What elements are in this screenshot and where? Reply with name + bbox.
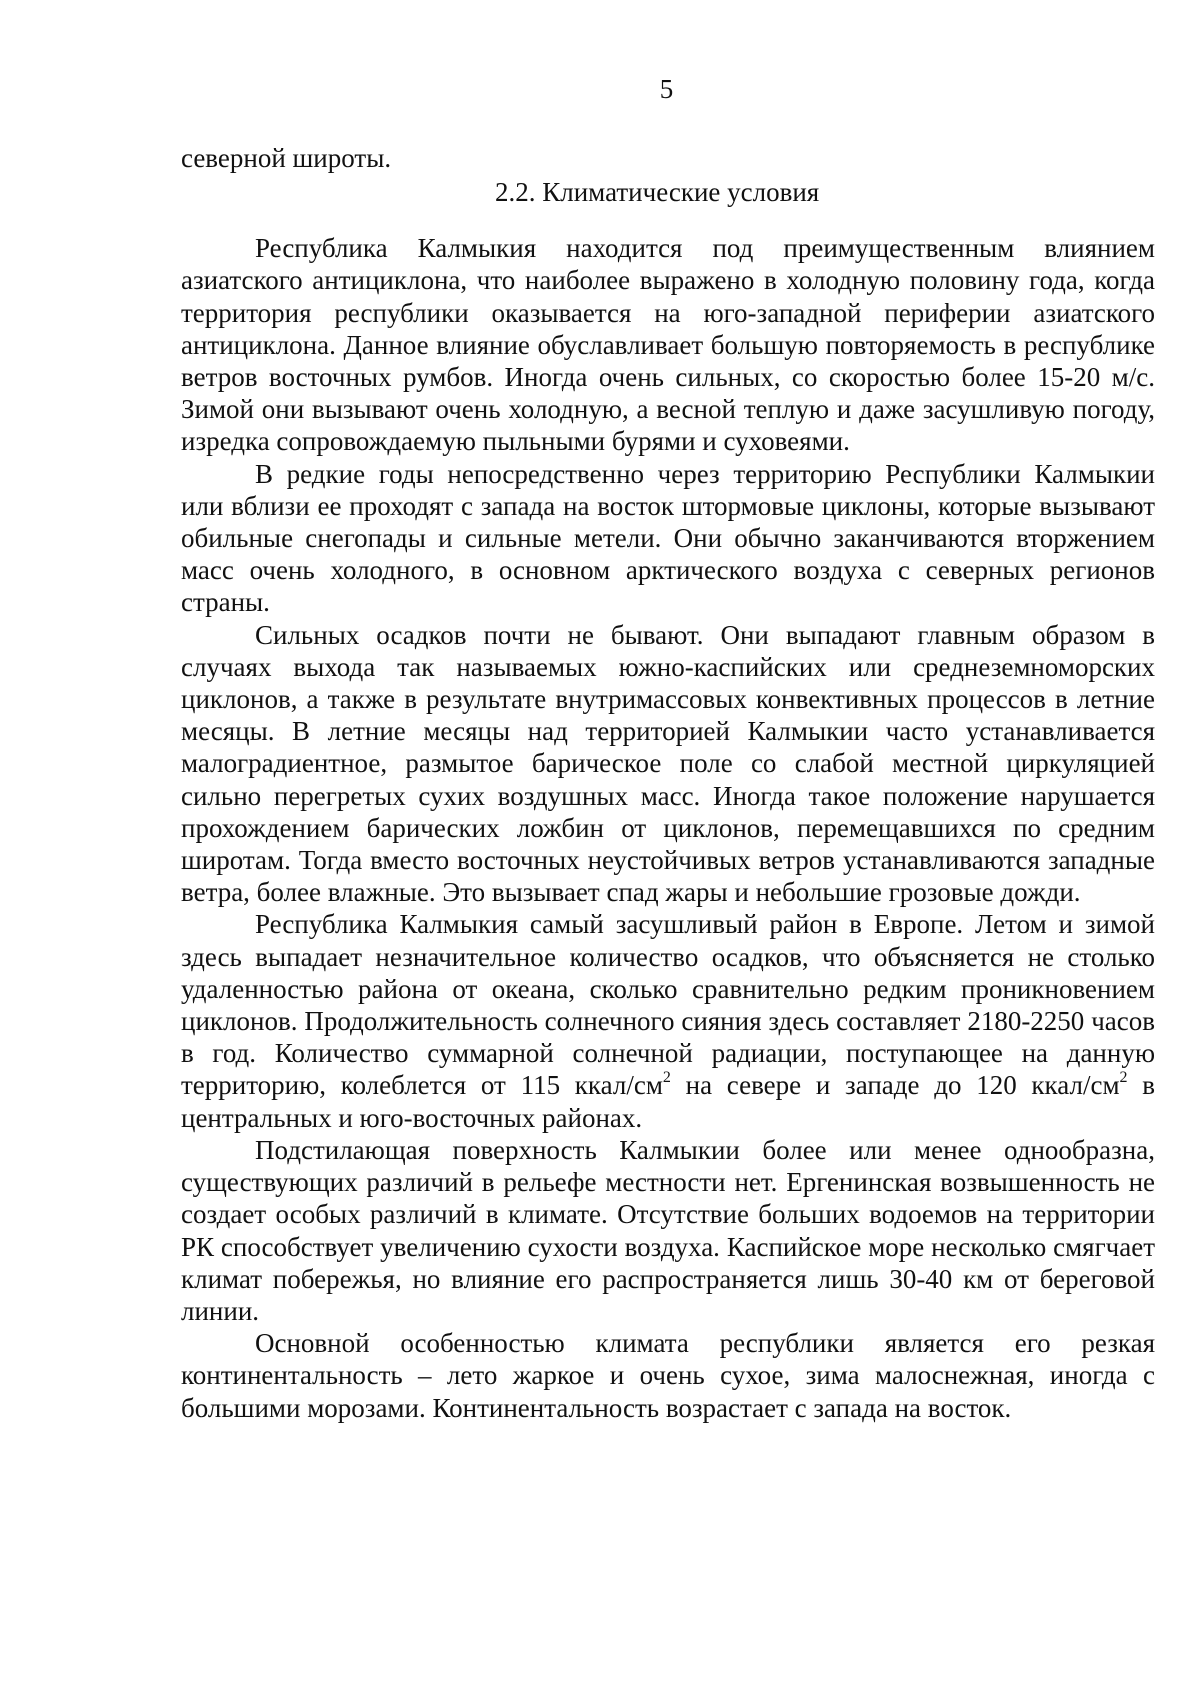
paragraph-2: В редкие годы непосредственно через территорию Республики Калмыкии или вблизи ее проходят с запада на восток штормовые циклоны, которые вызывают обильные снегопады и сильные метели. Они обычно заканчиваются вторжением масс очень холодного, в основном арктического воздуха с северных регионов страны. xyxy=(181,458,1155,618)
superscript-square-2: 2 xyxy=(1119,1069,1128,1087)
paragraph-4-part-3: в центральных и юго-восточных районах. xyxy=(181,1070,1156,1133)
paragraph-3: Сильных осадков почти не бывают. Они выпадают главным образом в случаях выхода так называемых южно-каспийских или среднеземноморских циклонов, а также в результате внутримассовых конвективных процессов в летние месяцы. В летние месяцы над территорией Калмыкии часто устанавливается малоградиентное, размытое барическое поле со слабой местной циркуляцией сильно перегретых сухих воздушных масс. Иногда такое положение нарушается прохождением барических ложбин от циклонов, перемещавшихся по средним широтам. Тогда вместо восточных неустойчивых ветров устанавливаются западные ветра, более влажные. Это вызывает спад жары и небольшие грозовые дожди. xyxy=(181,619,1155,908)
paragraph-6: Основной особенностью климата республики является его резкая континентальность – лето жаркое и очень сухое, зима малоснежная, иногда с большими морозами. Континентальность возрастает с запада на восток. xyxy=(181,1328,1155,1423)
paragraph-5: Подстилающая поверхность Калмыкии более или менее однообразна, существующих различий в рельефе местности нет. Ергенинская возвышенность не создает особых различий в климате. Отсутствие больших водоемов на территории РК способствует увеличению сухости воздуха. Каспийское море несколько смягчает климат побережья, но влияние его распространяется лишь 30-40 км от береговой линии. xyxy=(181,1134,1155,1326)
document-body xyxy=(181,142,1155,1424)
paragraph-4-part-1: Республика Калмыкия самый засушливый район в Европе. Летом и зимой здесь выпадает незначительное количество осадков, что объясняется не столько удаленностью района от океана, сколько сравнительно редким проникновением циклонов. Продолжительность солнечного сияния здесь составляет 2180-2250 часов в год. Количество суммарной солнечной радиации, поступающее на данную территорию, колеблется от 115 ккал/см xyxy=(181,909,1155,1101)
paragraph-4-part-2: на севере и западе до 120 ккал/см xyxy=(670,1070,1120,1101)
superscript-square-1: 2 xyxy=(662,1069,671,1087)
section-heading: 2.2. Климатические условия xyxy=(495,177,820,208)
lead-text: северной широты. xyxy=(181,143,392,173)
page-number: 5 xyxy=(659,74,674,104)
paragraph-4 xyxy=(181,908,1155,1133)
paragraph-1: Республика Калмыкия находится под преимущественным влиянием азиатского антициклона, что наиболее выражено в холодную половину года, когда территория республики оказывается на юго-западной периферии азиатского антициклона. Данное влияние обуславливает большую повторяемость в республике ветров восточных румбов. Иногда очень сильных, со скоростью более 15-20 м/с. Зимой они вызывают очень холодную, а весной теплую и даже засушливую погоду, изредка сопровождаемую пыльными бурями и суховеями. xyxy=(181,233,1155,457)
